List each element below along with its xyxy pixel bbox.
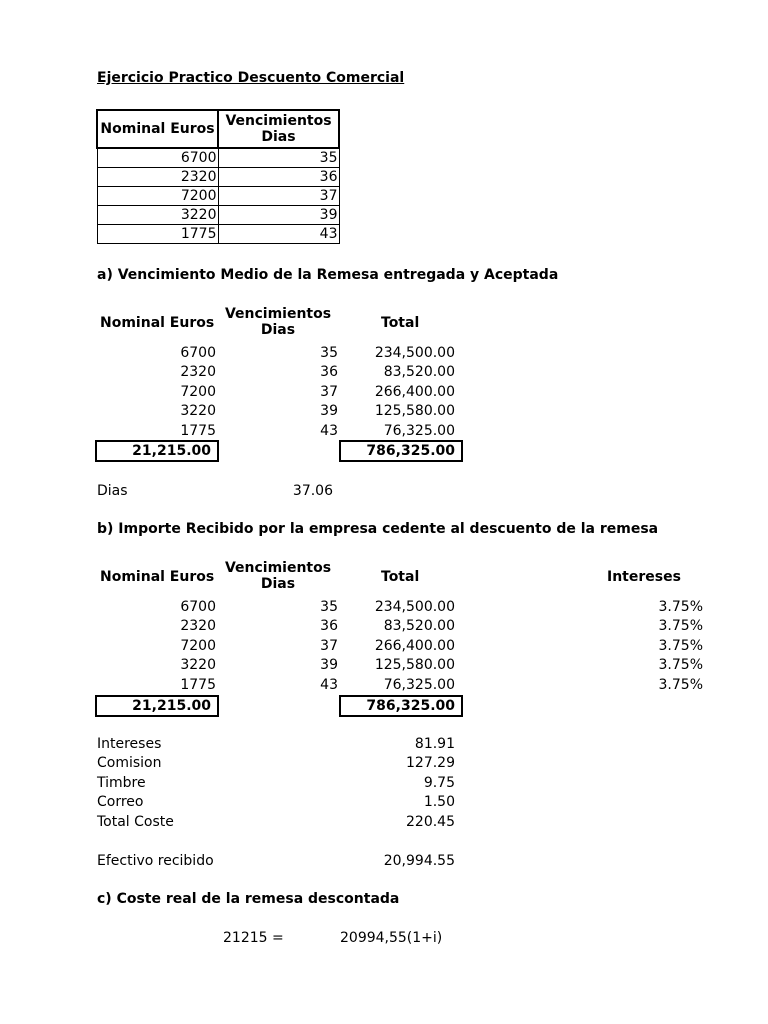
interes-value: 3.75% [658,618,703,634]
dias-value: 35 [320,345,338,361]
dias-value: 35 [320,599,338,615]
col-header-nominal: Nominal Euros [97,110,218,148]
cost-value: 9.75 [423,775,455,791]
grand-total-box: 786,325.00 [339,695,463,717]
table-row: 2320 36 [97,168,339,187]
nominal-value: 7200 [180,384,216,400]
section-a-heading: a) Vencimiento Medio de la Remesa entregada y Aceptada [97,267,559,283]
total-value: 76,325.00 [383,677,455,693]
total-value: 83,520.00 [383,364,455,380]
cost-label: Correo [97,794,144,810]
dias-value: 39 [320,403,338,419]
nominal-value: 3220 [180,657,216,673]
col-header-nominal: Nominal Euros [100,569,215,585]
total-value: 234,500.00 [374,599,455,615]
dias-value: 37 [320,384,338,400]
nominal-value: 6700 [180,599,216,615]
section-b-heading: b) Importe Recibido por la empresa cedente al descuento de la remesa [97,521,659,537]
total-nominal-box: 21,215.00 [95,440,219,462]
data-table [96,109,340,244]
table-row: 6700 35 [97,148,339,168]
equation-left: 21215 = [223,930,284,946]
total-value: 266,400.00 [374,384,455,400]
interes-value: 3.75% [658,657,703,673]
cost-label: Timbre [97,775,146,791]
interes-value: 3.75% [658,599,703,615]
cost-value: 127.29 [406,755,455,771]
dias-value: 39 [320,657,338,673]
dias-value: 36 [320,618,338,634]
cost-value: 220.45 [406,814,455,830]
col-header-intereses: Intereses [607,569,681,585]
interes-value: 3.75% [658,677,703,693]
total-value: 76,325.00 [383,423,455,439]
nominal-value: 2320 [180,364,216,380]
total-value: 125,580.00 [374,403,455,419]
col-header-vencimientos: Vencimientos Dias [224,560,332,592]
efectivo-value: 20,994.55 [383,853,455,869]
col-header-vencimientos: Vencimientos Dias [218,110,339,148]
cost-value: 81.91 [414,736,455,752]
section-c-heading: c) Coste real de la remesa descontada [97,891,400,907]
cost-label: Comision [97,755,162,771]
total-nominal-box: 21,215.00 [95,695,219,717]
dias-value: 36 [320,364,338,380]
cost-label: Total Coste [97,814,174,830]
nominal-value: 3220 [180,403,216,419]
nominal-value: 1775 [180,677,216,693]
col-header-total: Total [381,569,420,585]
total-value: 125,580.00 [374,657,455,673]
total-value: 234,500.00 [374,345,455,361]
nominal-value: 7200 [180,638,216,654]
col-header-nominal: Nominal Euros [100,315,215,331]
col-header-vencimientos: Vencimientos Dias [224,306,332,338]
interes-value: 3.75% [658,638,703,654]
nominal-value: 2320 [180,618,216,634]
table-row: 7200 37 [97,187,339,206]
dias-label: Dias [97,483,128,499]
dias-value: 37 [320,638,338,654]
cost-label: Intereses [97,736,162,752]
nominal-value: 6700 [180,345,216,361]
table-row: 1775 43 [97,225,339,244]
nominal-value: 1775 [180,423,216,439]
dias-value: 43 [320,677,338,693]
dias-value: 43 [320,423,338,439]
col-header-total: Total [381,315,420,331]
total-value: 83,520.00 [383,618,455,634]
efectivo-label: Efectivo recibido [97,853,214,869]
equation-right: 20994,55(1+i) [340,930,443,946]
total-value: 266,400.00 [374,638,455,654]
cost-value: 1.50 [423,794,455,810]
dias-result: 37.06 [292,483,333,499]
grand-total-box: 786,325.00 [339,440,463,462]
table-row: 3220 39 [97,206,339,225]
page-title: Ejercicio Practico Descuento Comercial [97,70,405,86]
